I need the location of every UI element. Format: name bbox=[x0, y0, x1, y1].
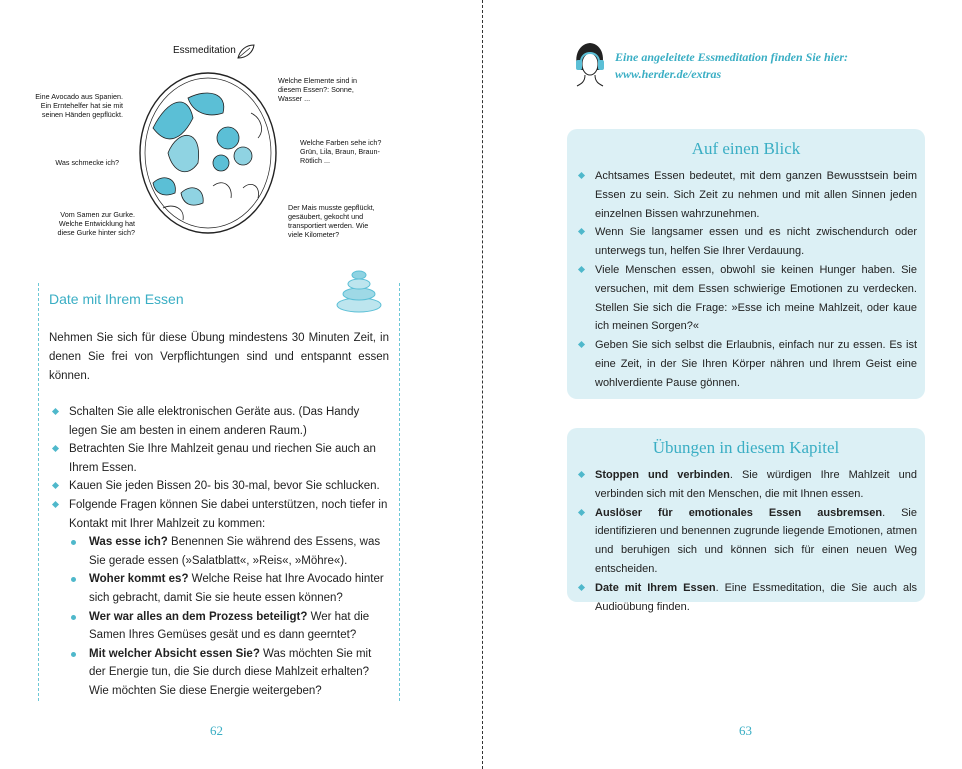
page-number: 62 bbox=[210, 723, 223, 738]
page-number: 63 bbox=[739, 723, 752, 738]
list-item: Stoppen und verbinden. Sie würdigen Ihre Mahlzeit und verbinden sich mit den Menschen, die mit Ihnen essen. bbox=[575, 466, 917, 504]
list-item: Folgende Fragen können Sie dabei unterstützen, noch tiefer in Kontakt mit Ihrer Mahlzeit zu kommen: bbox=[49, 496, 389, 533]
list-item: Schalten Sie alle elektronischen Geräte aus. (Das Handy legen Sie am besten in einem anderen Raum.) bbox=[49, 403, 389, 440]
list-item: Date mit Ihrem Essen. Eine Essmeditation, die Sie auch als Audioübung finden. bbox=[575, 579, 917, 617]
list-item: Auslöser für emotionales Essen ausbremsen. Sie identifizieren und benennen zugrunde liegende Emotionen, atmen und beruhigen sich und können sich für einen neuen Weg entscheiden. bbox=[575, 504, 917, 579]
sub-list-item: Wer war alles an dem Prozess beteiligt? Wer hat die Samen Ihres Gemüses gesät und es dann geerntet? bbox=[69, 608, 389, 645]
date-intro: Nehmen Sie sich für diese Übung mindestens 30 Minuten Zeit, in denen Sie frei von Verpflichtungen sind und entspannt essen können. bbox=[49, 332, 389, 382]
stacked-stones-icon bbox=[334, 265, 384, 313]
illustration-title: Essmeditation bbox=[173, 45, 236, 56]
plate-illustration bbox=[133, 68, 283, 238]
list-item: Betrachten Sie Ihre Mahlzeit genau und riechen Sie auch an Ihrem Essen. bbox=[49, 440, 389, 477]
list-item: Kauen Sie jeden Bissen 20- bis 30-mal, bevor Sie schlucken. bbox=[49, 477, 389, 496]
annotation-taste: Was schmecke ich? bbox=[55, 158, 119, 167]
annotation-avocado: Eine Avocado aus Spanien. Ein Erntehelfer hat sie mit seinen Händen gepflückt. bbox=[35, 92, 123, 119]
leaf-icon bbox=[236, 44, 256, 60]
list-item: Viele Menschen essen, obwohl sie keinen Hunger haben. Sie versuchen, mit dem Essen schwierige Emotionen zu verdecken. Stellen Sie sich die Frage: »Esse ich meine Mahlzeit, oder kaue ich meinen Sorgen?« bbox=[575, 261, 917, 336]
annotation-colors: Welche Farben sehe ich? Grün, Lila, Braun, Braun-Rötlich ... bbox=[300, 138, 382, 165]
sub-list-item: Woher kommt es? Welche Reise hat Ihre Avocado hinter sich gebracht, damit Sie sie heute essen können? bbox=[69, 570, 389, 607]
annotation-elements: Welche Elemente sind in diesem Essen?: Sonne, Wasser ... bbox=[278, 76, 357, 103]
right-page bbox=[483, 0, 962, 769]
headphones-woman-icon bbox=[571, 40, 609, 88]
annotation-corn: Der Mais musste gepflückt, gesäubert, gekocht und transportiert werden. Wie viele Kilometer? bbox=[288, 203, 375, 239]
list-item: Wenn Sie langsamer essen und es nicht zwischendurch oder unterwegs tun, helfen Sie Ihrer Verdauung. bbox=[575, 223, 917, 261]
exercises-title: Übungen in diesem Kapitel bbox=[652, 438, 840, 457]
date-list bbox=[49, 403, 389, 701]
list-item: Geben Sie sich selbst die Erlaubnis, einfach nur zu essen. Es ist eine Zeit, in der Sie Ihren Körper nähren und Ihrem Geist eine wohlverdiente Pause gönnen. bbox=[575, 336, 917, 392]
date-title: Date mit Ihrem Essen bbox=[49, 291, 184, 307]
summary-title: Auf einen Blick bbox=[691, 139, 801, 158]
sub-list-item: Was esse ich? Benennen Sie während des Essens, was Sie gerade essen (»Salatblatt«, »Reis«, »Möhre«). bbox=[69, 533, 389, 570]
list-item: Achtsames Essen bedeutet, mit dem ganzen Bewusstsein beim Essen zu sein. Sich Zeit zu nehmen und mit allen Sinnen jeden einzelnen Bissen wahrzunehmen. bbox=[575, 167, 917, 223]
exercises-box bbox=[567, 428, 925, 613]
date-box bbox=[38, 283, 400, 701]
audio-hint: Eine angeleitete Essmeditation finden Sie hier: bbox=[615, 50, 849, 64]
summary-box bbox=[567, 129, 925, 399]
sub-list-item: Mit welcher Absicht essen Sie? Was möchten Sie mit der Energie tun, die Sie durch diese Mahlzeit erhalten? Wie möchten Sie diese Energie weitergeben? bbox=[69, 645, 389, 701]
audio-link[interactable]: www.herder.de/extras bbox=[615, 67, 722, 81]
annotation-cucumber: Vom Samen zur Gurke. Welche Entwicklung hat diese Gurke hinter sich? bbox=[57, 210, 135, 237]
